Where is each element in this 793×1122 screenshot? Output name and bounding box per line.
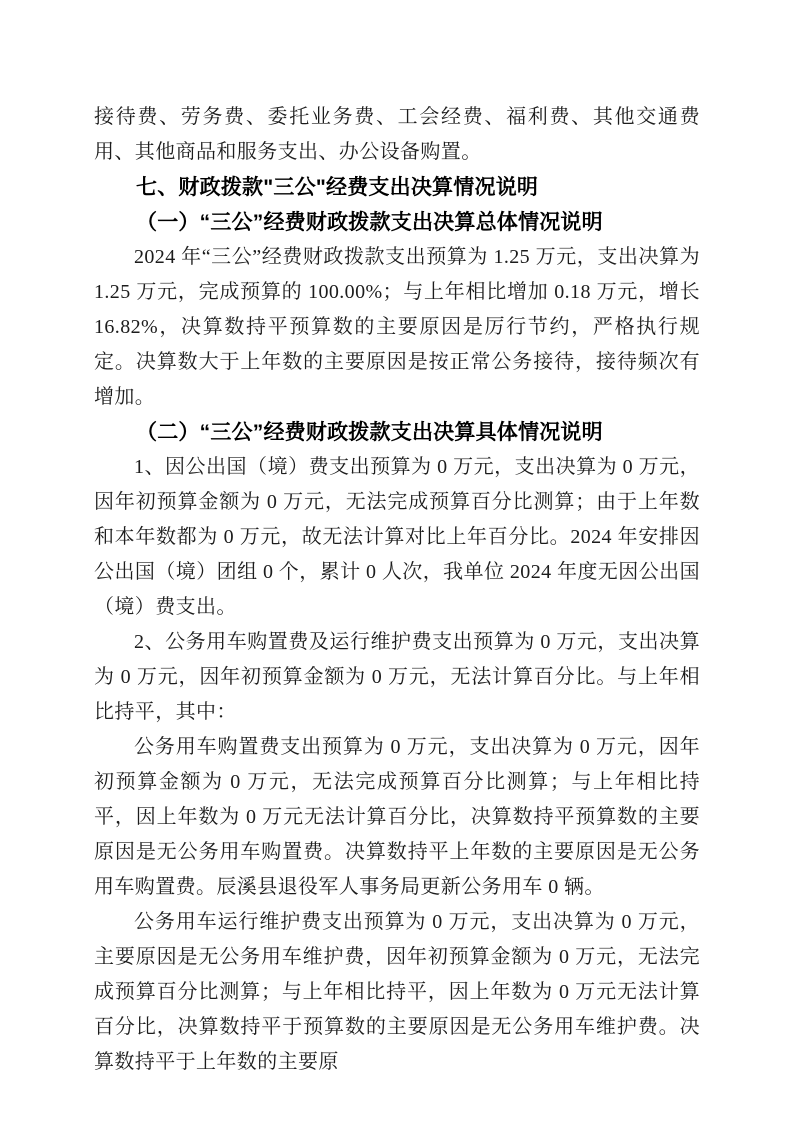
paragraph-overall-budget-vs-final: 2024 年“三公”经费财政拨款支出预算为 1.25 万元，支出决算为 1.25 万元，完成预算的 100.00%；与上年相比增加 0.18 万元，增长 16.82%，决算数持平预算数的主要原因是厉行节约，严格执行规定。决算数大于上年数的主要原因是按正常公务接待，接待频次有增加。 <box>94 246 700 408</box>
paragraph-item2-official-vehicle-expense: 2、公务用车购置费及运行维护费支出预算为 0 万元，支出决算为 0 万元，因年初预算金额为 0 万元，无法计算百分比。与上年相比持平，其中： <box>94 631 700 723</box>
paragraph-vehicle-maintenance-expense: 公务用车运行维护费支出预算为 0 万元，支出决算为 0 万元，主要原因是无公务用车维护费，因年初预算金额为 0 万元，无法完成预算百分比测算；与上年相比持平，因上年数为 0 万元无法计算百分比，决算数持平于预算数的主要原因是无公务用车维护费。决算数持平于上年数的主要原 <box>94 911 700 1073</box>
paragraph-expense-items-continuation: 接待费、劳务费、委托业务费、工会经费、福利费、其他交通费用、其他商品和服务支出、办公设备购置。 <box>94 106 700 163</box>
paragraph-item1-overseas-travel-expense: 1、因公出国（境）费支出预算为 0 万元，支出决算为 0 万元，因年初预算金额为 0 万元，无法完成预算百分比测算；由于上年数和本年数都为 0 万元，故无法计算对比上年百分比。2024 年安排因公出国（境）团组 0 个，累计 0 人次，我单位 2024 年度无因公出国（境）费支出。 <box>94 456 700 618</box>
heading-subsection-two-specific-situation: （二）“三公”经费财政拨款支出决算具体情况说明 <box>136 421 603 444</box>
heading-subsection-one-overall-situation: （一）“三公”经费财政拨款支出决算总体情况说明 <box>136 211 603 234</box>
paragraph-vehicle-purchase-expense: 公务用车购置费支出预算为 0 万元，支出决算为 0 万元，因年初预算金额为 0 万元，无法完成预算百分比测算；与上年相比持平，因上年数为 0 万元无法计算百分比，决算数持平预算数的主要原因是无公务用车购置费。决算数持平上年数的主要原因是无公务用车购置费。辰溪县退役军人事务局更新公务用车 0 辆。 <box>94 736 700 898</box>
heading-section-seven-sangong-expenditure: 七、财政拨款"三公"经费支出决算情况说明 <box>136 176 539 199</box>
